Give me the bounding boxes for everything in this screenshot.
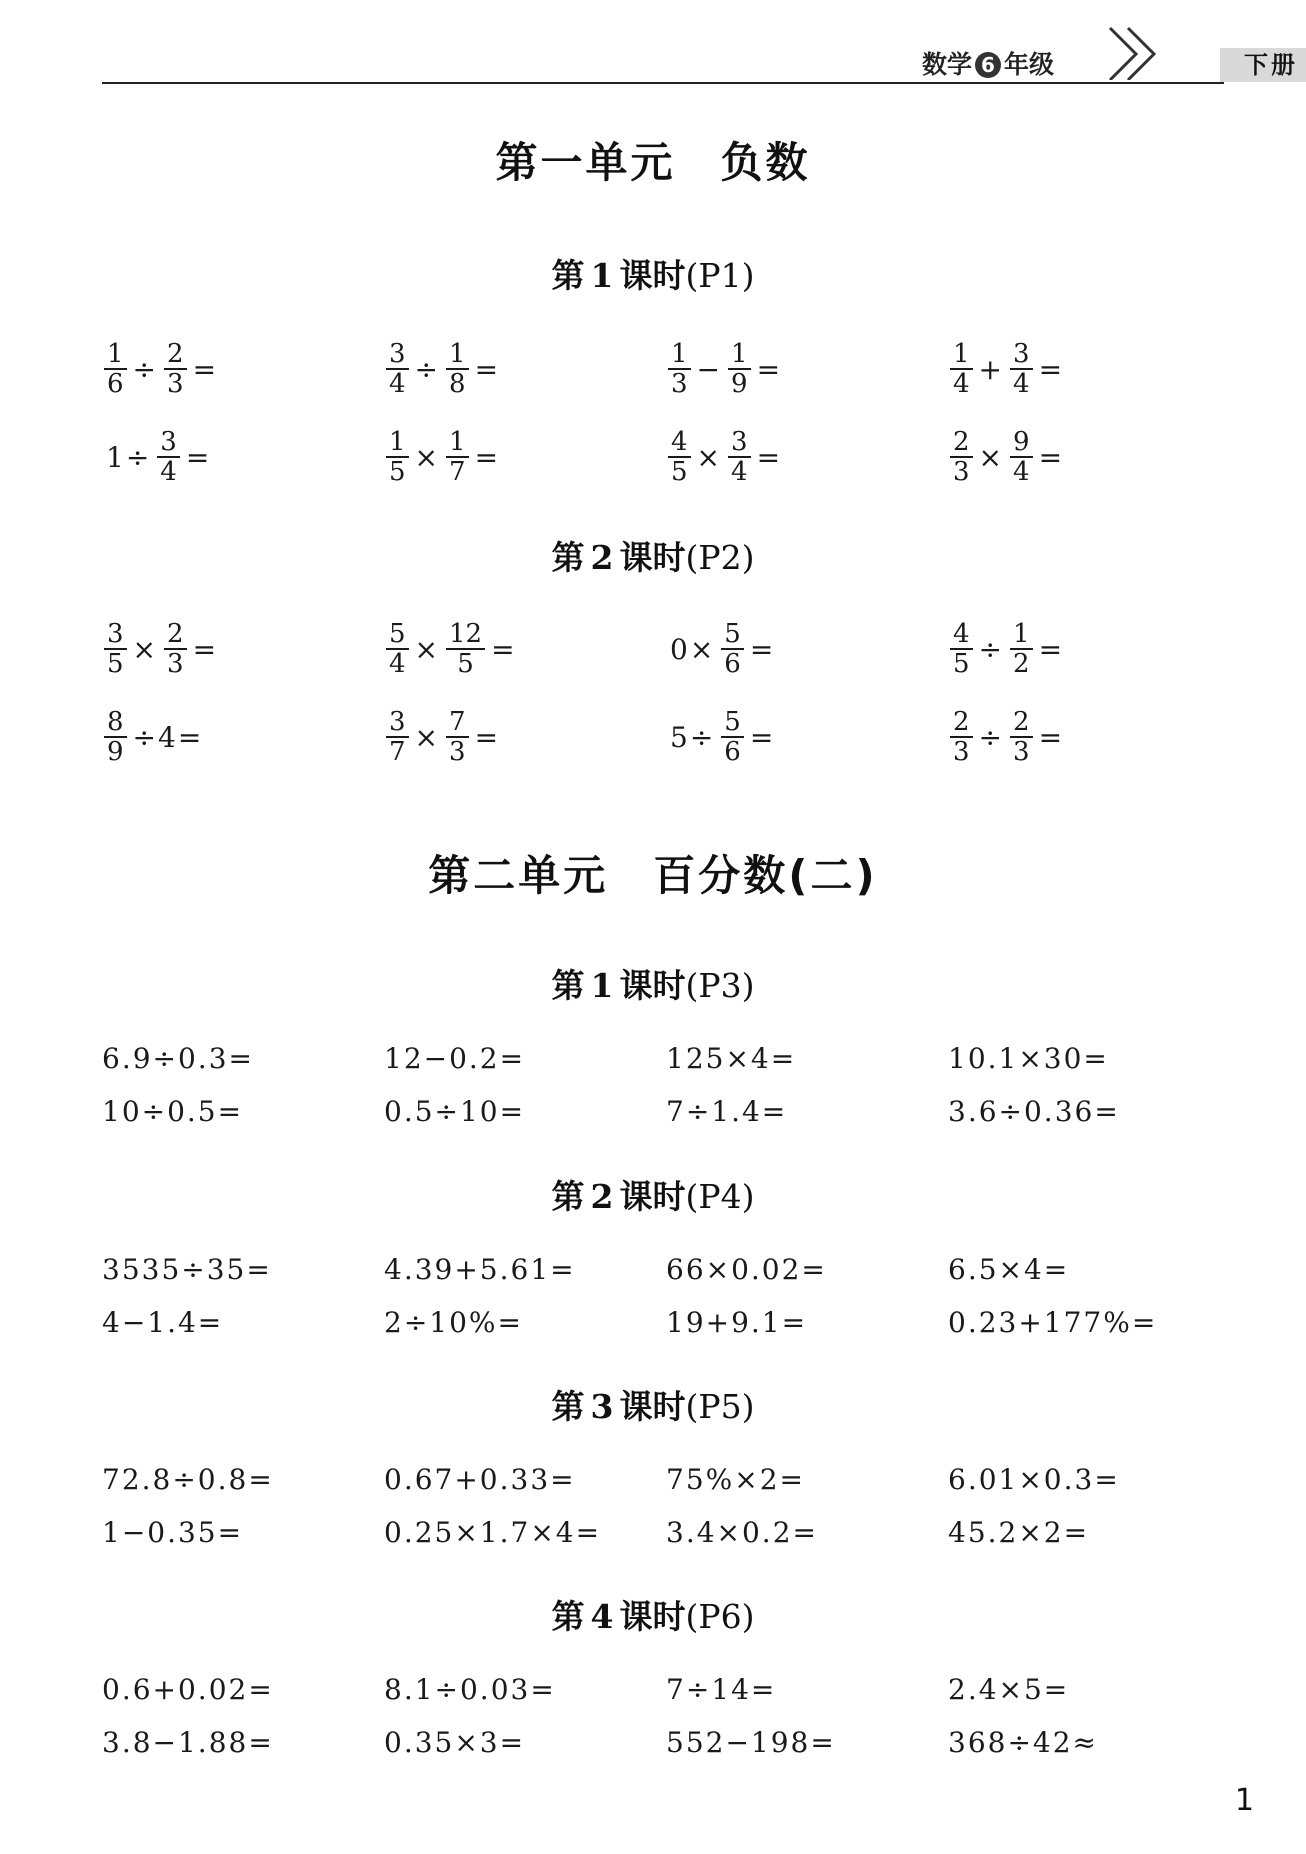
problem-row bbox=[0, 1032, 1306, 1084]
fraction bbox=[1010, 620, 1033, 678]
problem bbox=[948, 703, 1068, 771]
lesson-prefix: 第 bbox=[551, 966, 585, 1005]
numerator: 3 bbox=[386, 340, 409, 370]
problem: 7÷14= bbox=[666, 1672, 777, 1706]
operator: = bbox=[749, 720, 776, 754]
fraction bbox=[950, 620, 973, 678]
problem bbox=[666, 703, 779, 771]
lesson-suffix: 课时 bbox=[619, 1177, 686, 1216]
operator: ÷ bbox=[414, 352, 441, 386]
lesson-suffix: 课时 bbox=[619, 1387, 686, 1426]
fraction bbox=[1010, 340, 1033, 398]
lesson-number: 4 bbox=[590, 1597, 614, 1636]
problem: 3.8−1.88= bbox=[102, 1725, 274, 1759]
lesson-title bbox=[0, 960, 1306, 1007]
denominator: 4 bbox=[160, 457, 177, 487]
numerator: 2 bbox=[950, 428, 973, 458]
lesson-title bbox=[0, 250, 1306, 297]
problem bbox=[102, 615, 222, 683]
problem: 0.67+0.33= bbox=[384, 1462, 576, 1496]
numerator: 8 bbox=[104, 708, 127, 738]
lesson-number: 2 bbox=[590, 1177, 614, 1216]
problem: 66×0.02= bbox=[666, 1252, 827, 1286]
fraction bbox=[104, 340, 127, 398]
numerator: 2 bbox=[164, 340, 187, 370]
operator: × bbox=[696, 440, 723, 474]
problem: 6.5×4= bbox=[948, 1252, 1070, 1286]
numerator: 1 bbox=[446, 428, 469, 458]
lesson-page-ref: (P6) bbox=[685, 1597, 755, 1636]
operator: ÷ bbox=[978, 632, 1005, 666]
problem: 552−198= bbox=[666, 1725, 836, 1759]
problem: 4.39+5.61= bbox=[384, 1252, 576, 1286]
operator: × bbox=[414, 632, 441, 666]
lesson-title bbox=[0, 532, 1306, 579]
denominator: 4 bbox=[1013, 369, 1030, 399]
lesson-suffix: 课时 bbox=[619, 256, 686, 295]
numerator: 1 bbox=[950, 340, 973, 370]
grade-badge: 6 bbox=[975, 52, 1001, 78]
problem-row bbox=[0, 423, 1306, 487]
problem: 10÷0.5= bbox=[102, 1094, 244, 1128]
denominator: 3 bbox=[953, 737, 970, 767]
lesson-title bbox=[0, 1591, 1306, 1638]
fraction bbox=[164, 340, 187, 398]
denominator: 5 bbox=[107, 649, 124, 679]
numerator: 4 bbox=[950, 620, 973, 650]
lesson-title bbox=[0, 1381, 1306, 1428]
problem: 7÷1.4= bbox=[666, 1094, 788, 1128]
numerator: 3 bbox=[1010, 340, 1033, 370]
operator: = bbox=[474, 352, 501, 386]
denominator: 4 bbox=[1013, 457, 1030, 487]
operator: ÷4= bbox=[132, 720, 204, 754]
operator: = bbox=[192, 632, 219, 666]
problem bbox=[666, 423, 786, 491]
fraction bbox=[728, 428, 751, 486]
fraction bbox=[721, 708, 744, 766]
operator: = bbox=[749, 632, 776, 666]
problem: 0.35×3= bbox=[384, 1725, 526, 1759]
fraction bbox=[104, 620, 127, 678]
lesson-number: 1 bbox=[590, 966, 614, 1005]
denominator: 5 bbox=[953, 649, 970, 679]
denominator: 3 bbox=[449, 737, 466, 767]
problem bbox=[666, 615, 779, 683]
numerator: 1 bbox=[668, 340, 691, 370]
lesson-prefix: 第 bbox=[551, 538, 585, 577]
lesson-number: 1 bbox=[590, 256, 614, 295]
chevron-right-icon bbox=[1102, 24, 1164, 80]
problem: 8.1÷0.03= bbox=[384, 1672, 556, 1706]
fraction bbox=[157, 428, 180, 486]
fraction bbox=[668, 428, 691, 486]
problem-row bbox=[0, 1506, 1306, 1558]
problem: 1−0.35= bbox=[102, 1515, 244, 1549]
problem: 6.01×0.3= bbox=[948, 1462, 1120, 1496]
fraction bbox=[728, 340, 751, 398]
page-number: 1 bbox=[1234, 1783, 1254, 1818]
numerator: 3 bbox=[386, 708, 409, 738]
fraction bbox=[1010, 708, 1033, 766]
numerator: 3 bbox=[157, 428, 180, 458]
problem-row bbox=[0, 1663, 1306, 1715]
numerator: 5 bbox=[721, 708, 744, 738]
operator: + bbox=[978, 352, 1005, 386]
operator: = bbox=[192, 352, 219, 386]
problem: 6.9÷0.3= bbox=[102, 1041, 254, 1075]
fraction bbox=[950, 428, 973, 486]
numerator: 4 bbox=[668, 428, 691, 458]
problem: 2.4×5= bbox=[948, 1672, 1070, 1706]
problem-row bbox=[0, 335, 1306, 399]
operator: = bbox=[491, 632, 517, 666]
denominator: 4 bbox=[953, 369, 970, 399]
fraction bbox=[950, 340, 973, 398]
problem: 3.4×0.2= bbox=[666, 1515, 818, 1549]
fraction bbox=[668, 340, 691, 398]
problem: 125×4= bbox=[666, 1041, 797, 1075]
problem: 10.1×30= bbox=[948, 1041, 1109, 1075]
problem: 45.2×2= bbox=[948, 1515, 1090, 1549]
unit-title: 第一单元 负数 bbox=[495, 138, 811, 187]
lesson-page-ref: (P4) bbox=[685, 1177, 755, 1216]
numerator: 3 bbox=[728, 428, 751, 458]
operator: × bbox=[414, 720, 441, 754]
numerator: 5 bbox=[386, 620, 409, 650]
problem: 4−1.4= bbox=[102, 1305, 224, 1339]
fraction bbox=[721, 620, 744, 678]
grade-label: 年级 bbox=[1004, 50, 1055, 79]
fraction bbox=[164, 620, 187, 678]
denominator: 9 bbox=[107, 737, 124, 767]
numerator: 2 bbox=[164, 620, 187, 650]
subject-label: 数学 bbox=[922, 50, 973, 79]
numerator: 12 bbox=[446, 620, 485, 650]
numerator: 1 bbox=[1010, 620, 1033, 650]
denominator: 5 bbox=[671, 457, 688, 487]
fraction bbox=[104, 708, 127, 766]
denominator: 9 bbox=[731, 369, 748, 399]
problem bbox=[666, 335, 786, 403]
lesson-prefix: 第 bbox=[551, 1177, 585, 1216]
operator: = bbox=[756, 440, 783, 474]
numerator: 3 bbox=[104, 620, 127, 650]
fraction bbox=[386, 620, 409, 678]
fraction bbox=[386, 708, 409, 766]
fraction bbox=[386, 428, 409, 486]
lesson-title bbox=[0, 1171, 1306, 1218]
problem-row bbox=[0, 1716, 1306, 1768]
lesson-number: 2 bbox=[590, 538, 614, 577]
denominator: 5 bbox=[457, 649, 474, 679]
numerator: 5 bbox=[721, 620, 744, 650]
lesson-page-ref: (P2) bbox=[685, 538, 755, 577]
lesson-suffix: 课时 bbox=[619, 966, 686, 1005]
problem: 0.23+177%= bbox=[948, 1305, 1158, 1339]
denominator: 3 bbox=[1013, 737, 1030, 767]
operator: × bbox=[132, 632, 159, 666]
numerator: 9 bbox=[1010, 428, 1033, 458]
problem bbox=[384, 423, 504, 491]
lesson-number: 3 bbox=[590, 1387, 614, 1426]
fraction bbox=[446, 340, 469, 398]
operator: ÷ bbox=[132, 352, 159, 386]
operator: = bbox=[756, 352, 783, 386]
denominator: 2 bbox=[1013, 649, 1030, 679]
lesson-prefix: 第 bbox=[551, 1597, 585, 1636]
problem-row bbox=[0, 615, 1306, 679]
denominator: 4 bbox=[389, 649, 406, 679]
denominator: 6 bbox=[107, 369, 124, 399]
denominator: 3 bbox=[671, 369, 688, 399]
operator: × bbox=[978, 440, 1005, 474]
problem: 12−0.2= bbox=[384, 1041, 526, 1075]
problem: 72.8÷0.8= bbox=[102, 1462, 274, 1496]
problem: 3535÷35= bbox=[102, 1252, 272, 1286]
problem-row bbox=[0, 1085, 1306, 1137]
problem-row bbox=[0, 1296, 1306, 1348]
fraction bbox=[446, 708, 469, 766]
fraction bbox=[386, 340, 409, 398]
problem bbox=[384, 615, 521, 683]
header-subject bbox=[922, 50, 1054, 80]
operator: = bbox=[185, 440, 212, 474]
denominator: 7 bbox=[449, 457, 466, 487]
operator: ÷ bbox=[978, 720, 1005, 754]
denominator: 3 bbox=[953, 457, 970, 487]
denominator: 7 bbox=[389, 737, 406, 767]
operator: = bbox=[1038, 632, 1065, 666]
operator: = bbox=[1038, 352, 1065, 386]
numerator: 1 bbox=[446, 340, 469, 370]
lesson-page-ref: (P5) bbox=[685, 1387, 755, 1426]
problem: 0.25×1.7×4= bbox=[384, 1515, 602, 1549]
denominator: 3 bbox=[167, 369, 184, 399]
operator: × bbox=[414, 440, 441, 474]
problem bbox=[102, 335, 222, 403]
problem bbox=[102, 703, 207, 771]
fraction bbox=[950, 708, 973, 766]
volume-badge: 下册 bbox=[1220, 48, 1306, 82]
lesson-prefix: 第 bbox=[551, 1387, 585, 1426]
problem: 75%×2= bbox=[666, 1462, 805, 1496]
denominator: 6 bbox=[724, 649, 741, 679]
denominator: 5 bbox=[389, 457, 406, 487]
header-divider bbox=[102, 82, 1224, 84]
denominator: 4 bbox=[731, 457, 748, 487]
numerator: 2 bbox=[1010, 708, 1033, 738]
problem: 0.5÷10= bbox=[384, 1094, 526, 1128]
lesson-page-ref: (P3) bbox=[685, 966, 755, 1005]
problem: 0.6+0.02= bbox=[102, 1672, 274, 1706]
operator: = bbox=[474, 440, 501, 474]
problem bbox=[948, 423, 1068, 491]
problem bbox=[948, 615, 1068, 683]
denominator: 4 bbox=[389, 369, 406, 399]
problem-row bbox=[0, 1453, 1306, 1505]
operator: = bbox=[1038, 720, 1065, 754]
problem bbox=[102, 423, 215, 491]
fraction bbox=[1010, 428, 1033, 486]
numerator: 7 bbox=[446, 708, 469, 738]
operator: − bbox=[696, 352, 723, 386]
operator: 1÷ bbox=[106, 440, 152, 474]
operator: 5÷ bbox=[670, 720, 716, 754]
numerator: 1 bbox=[104, 340, 127, 370]
problem-row bbox=[0, 1243, 1306, 1295]
unit-title: 第二单元 百分数(二) bbox=[428, 851, 878, 900]
lesson-suffix: 课时 bbox=[619, 1597, 686, 1636]
fraction bbox=[446, 620, 485, 678]
numerator: 1 bbox=[386, 428, 409, 458]
lesson-suffix: 课时 bbox=[619, 538, 686, 577]
problem: 3.6÷0.36= bbox=[948, 1094, 1120, 1128]
page-header bbox=[102, 22, 1298, 84]
problem-row bbox=[0, 703, 1306, 767]
problem: 2÷10%= bbox=[384, 1305, 523, 1339]
denominator: 3 bbox=[167, 649, 184, 679]
problem: 368÷42≈ bbox=[948, 1725, 1098, 1759]
denominator: 8 bbox=[449, 369, 466, 399]
problem: 19+9.1= bbox=[666, 1305, 808, 1339]
problem bbox=[384, 335, 504, 403]
fraction bbox=[446, 428, 469, 486]
operator: 0× bbox=[670, 632, 716, 666]
problem bbox=[384, 703, 504, 771]
operator: = bbox=[474, 720, 501, 754]
lesson-page-ref: (P1) bbox=[685, 256, 755, 295]
numerator: 2 bbox=[950, 708, 973, 738]
numerator: 1 bbox=[728, 340, 751, 370]
problem bbox=[948, 335, 1068, 403]
denominator: 6 bbox=[724, 737, 741, 767]
operator: = bbox=[1038, 440, 1065, 474]
lesson-prefix: 第 bbox=[551, 256, 585, 295]
